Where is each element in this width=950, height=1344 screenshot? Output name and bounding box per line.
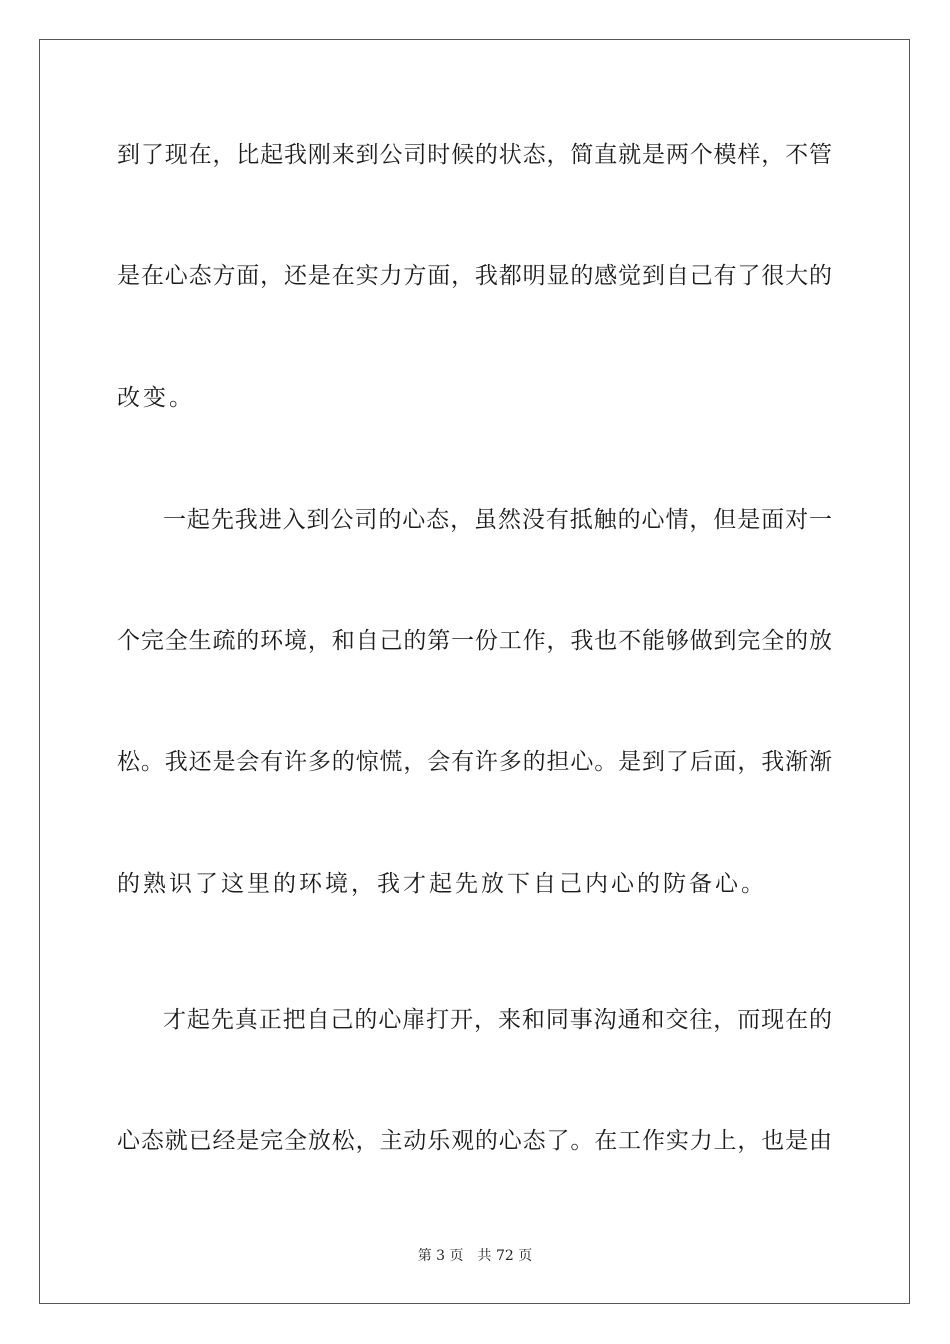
page-total: 共 72 页 [477,1248,533,1264]
text-line-7: 的熟识了这里的环境，我才起先放下自己内心的防备心。 [117,871,767,897]
text-line-5: 个完全生疏的环境，和自己的第一份工作，我也不能够做到完全的放 [117,628,832,654]
page-footer [0,1247,950,1265]
text-line-2: 是在心态方面，还是在实力方面，我都明显的感觉到自己有了很大的 [117,263,832,289]
text-line-6: 松。我还是会有许多的惊慌，会有许多的担心。是到了后面，我渐渐 [117,749,832,775]
text-line-1: 到了现在，比起我刚来到公司时候的状态，简直就是两个模样，不管 [117,142,832,168]
page-border [39,39,910,1304]
page-number: 第 3 页 [417,1248,464,1264]
text-line-4-paragraph-start: 一起先我进入到公司的心态，虽然没有抵触的心情，但是面对一 [163,507,832,533]
text-line-3: 改变。 [117,385,195,411]
text-line-8-paragraph-start: 才起先真正把自己的心扉打开，来和同事沟通和交往，而现在的 [163,1007,832,1033]
text-line-9: 心态就已经是完全放松，主动乐观的心态了。在工作实力上，也是由 [117,1128,832,1154]
